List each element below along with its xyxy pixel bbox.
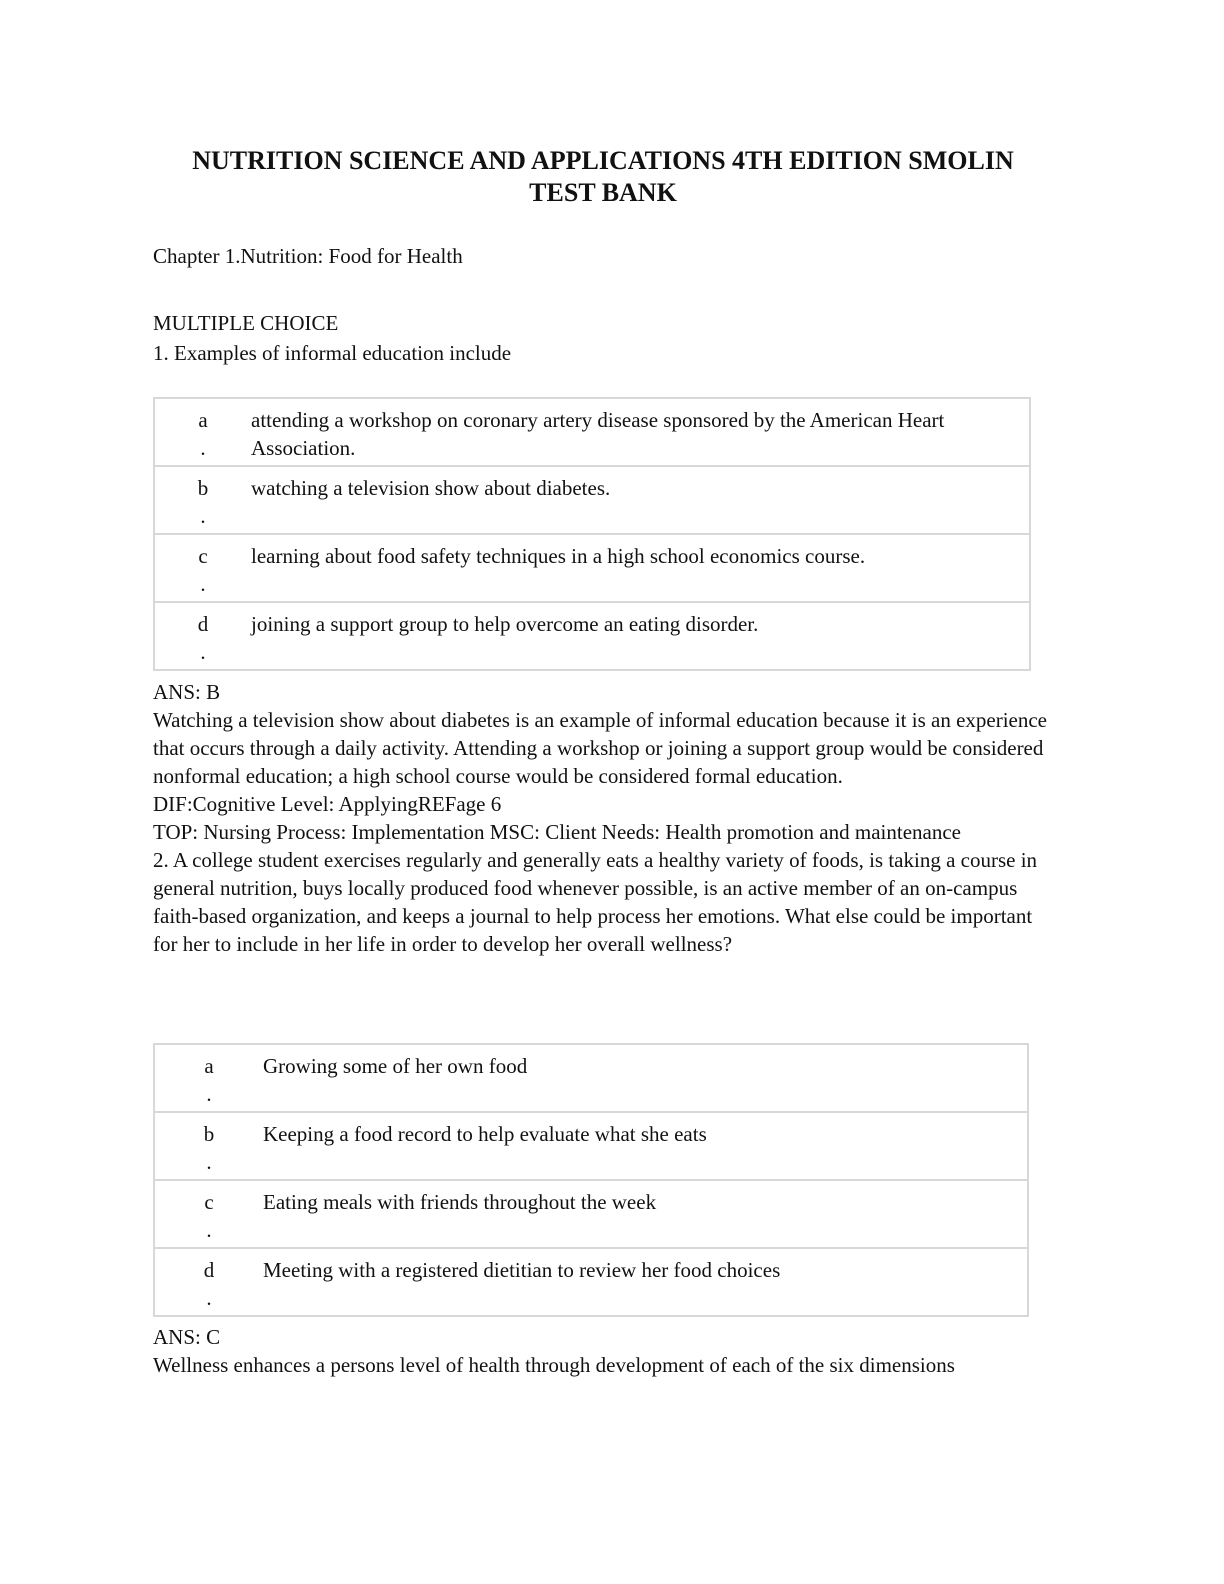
choice-text: Meeting with a registered dietitian to review her food choices: [263, 1248, 1028, 1316]
title-line-2: TEST BANK: [529, 178, 677, 207]
choice-row: [154, 1112, 1028, 1180]
rationale-text: Wellness enhances a persons level of health through development of each of the six dimensions: [153, 1353, 955, 1377]
choice-row: [154, 1044, 1028, 1112]
choice-text: Eating meals with friends throughout the week: [263, 1180, 1028, 1248]
choice-row: [154, 466, 1030, 534]
choice-text: learning about food safety techniques in a high school economics course.: [251, 534, 1030, 602]
question-2-stem: 2. A college student exercises regularly and generally eats a healthy variety of foods, is taking a course in general nutrition, buys locally produced food whenever possible, is an active member of an on-campus faith-based organization, and keeps a journal to help process her emotions. What else could be important for her to include in her life in order to develop her overall wellness?: [153, 848, 1038, 956]
question-1-choices: [153, 397, 1031, 671]
section-heading: MULTIPLE CHOICE: [153, 311, 339, 335]
choice-text: Keeping a food record to help evaluate what she eats: [263, 1112, 1028, 1180]
choice-letter: a .: [198, 408, 208, 460]
choice-letter: d .: [154, 1248, 263, 1316]
question-1-feedback: [153, 678, 1053, 958]
choice-letter: c .: [154, 534, 251, 602]
topic-line: TOP: Nursing Process: Implementation MSC: Client Needs: Health promotion and maintenance: [153, 820, 961, 844]
question-2-choices: [153, 1043, 1029, 1317]
page-title: [153, 145, 1053, 209]
choice-row: [154, 1248, 1028, 1316]
choice-text: attending a workshop on coronary artery disease sponsored by the American Heart Association.: [251, 408, 945, 460]
choice-letter: a .: [204, 1054, 214, 1106]
question-2-feedback: [153, 1323, 1053, 1379]
choice-row: [154, 1180, 1028, 1248]
choice-letter: d .: [154, 602, 251, 670]
choice-row: [154, 398, 1030, 466]
answer-label: ANS: C: [153, 1325, 221, 1349]
rationale-text: Watching a television show about diabetes is an example of informal education because it is an experience that occurs through a daily activity. Attending a workshop or joining a support group would be considered nonformal education; a high school course would be considered formal education.: [153, 708, 1047, 788]
choice-letter: c .: [154, 1180, 263, 1248]
choice-letter: b .: [154, 466, 251, 534]
chapter-heading: Chapter 1.Nutrition: Food for Health: [153, 244, 463, 268]
choice-text: Growing some of her own food: [263, 1054, 528, 1078]
difficulty-line: DIF:Cognitive Level: ApplyingREFage 6: [153, 792, 502, 816]
title-line-1: NUTRITION SCIENCE AND APPLICATIONS 4TH EDITION SMOLIN: [192, 146, 1014, 175]
choice-row: [154, 534, 1030, 602]
choice-letter: b .: [154, 1112, 263, 1180]
choice-row: [154, 602, 1030, 670]
choice-text: watching a television show about diabetes.: [251, 466, 1030, 534]
answer-label: ANS: B: [153, 680, 221, 704]
question-1-stem: 1. Examples of informal education include: [153, 341, 512, 365]
choice-text: joining a support group to help overcome an eating disorder.: [251, 602, 1030, 670]
